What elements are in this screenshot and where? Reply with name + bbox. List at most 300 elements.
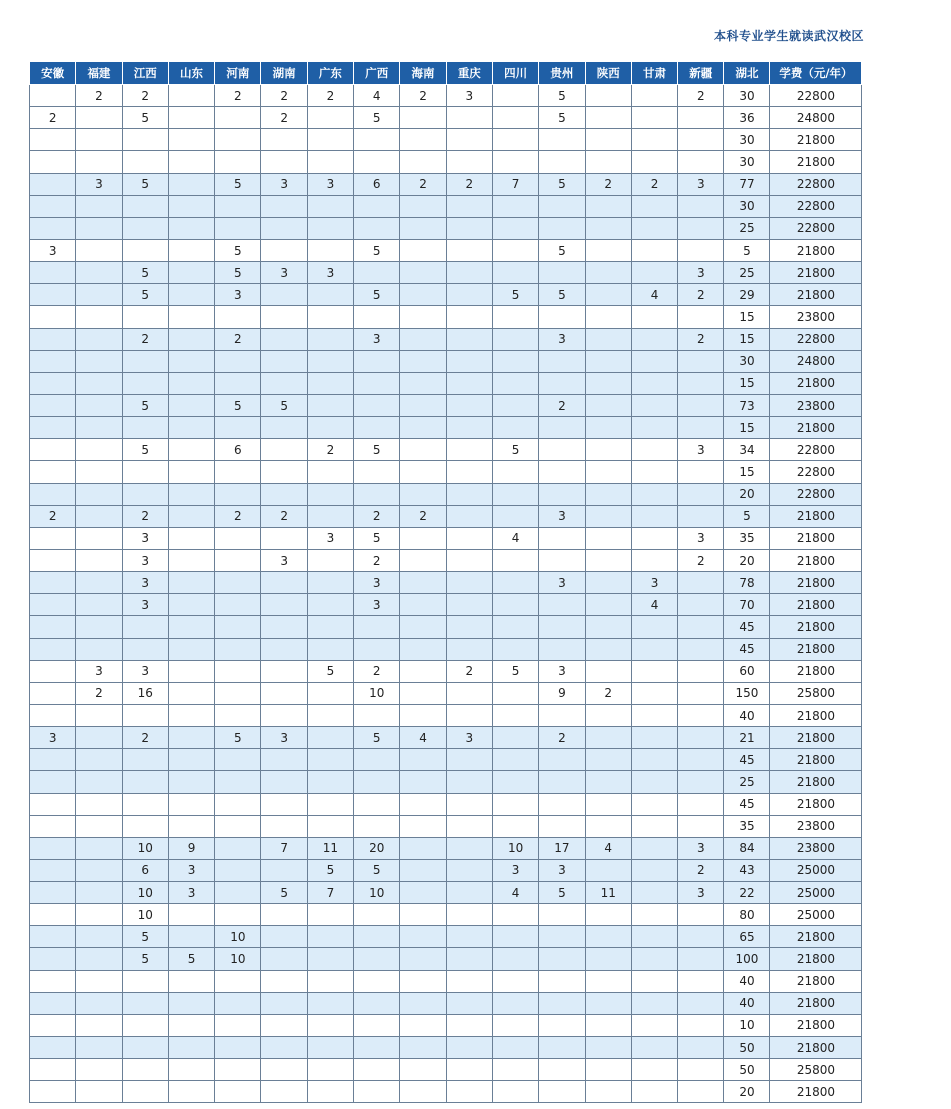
table-cell xyxy=(400,239,446,261)
table-cell xyxy=(307,970,353,992)
table-cell xyxy=(307,1037,353,1059)
table-cell xyxy=(446,859,492,881)
table-cell xyxy=(631,771,677,793)
table-cell xyxy=(168,549,214,571)
table-cell xyxy=(492,85,538,107)
table-cell xyxy=(261,328,307,350)
table-cell: 11 xyxy=(585,882,631,904)
table-cell xyxy=(122,372,168,394)
table-cell xyxy=(122,417,168,439)
table-cell xyxy=(492,948,538,970)
table-cell xyxy=(539,461,585,483)
table-cell xyxy=(585,284,631,306)
table-cell xyxy=(76,483,122,505)
table-cell xyxy=(307,749,353,771)
table-cell xyxy=(678,815,724,837)
table-cell: 5 xyxy=(492,660,538,682)
table-cell xyxy=(30,85,76,107)
table-cell xyxy=(585,394,631,416)
table-cell xyxy=(585,527,631,549)
table-cell xyxy=(678,992,724,1014)
table-cell: 3 xyxy=(122,572,168,594)
table-cell xyxy=(631,483,677,505)
table-cell xyxy=(354,970,400,992)
table-cell xyxy=(261,195,307,217)
table-cell xyxy=(446,704,492,726)
table-cell xyxy=(446,328,492,350)
table-cell: 25000 xyxy=(770,904,862,926)
table-cell xyxy=(76,239,122,261)
table-cell: 10 xyxy=(492,837,538,859)
table-cell: 30 xyxy=(724,151,770,173)
table-cell: 20 xyxy=(724,1081,770,1103)
table-cell xyxy=(492,151,538,173)
table-cell: 23800 xyxy=(770,837,862,859)
table-cell xyxy=(76,1059,122,1081)
table-cell xyxy=(492,572,538,594)
table-cell: 3 xyxy=(631,572,677,594)
table-cell xyxy=(585,417,631,439)
table-cell xyxy=(168,682,214,704)
table-cell xyxy=(492,727,538,749)
table-cell xyxy=(354,749,400,771)
table-cell xyxy=(446,948,492,970)
column-header: 陕西 xyxy=(585,62,631,85)
table-cell: 10 xyxy=(122,904,168,926)
table-cell: 15 xyxy=(724,461,770,483)
table-cell xyxy=(168,992,214,1014)
table-row xyxy=(30,129,862,151)
table-row xyxy=(30,1037,862,1059)
table-cell xyxy=(400,638,446,660)
table-cell xyxy=(492,549,538,571)
table-cell xyxy=(261,417,307,439)
table-cell xyxy=(215,904,261,926)
table-row xyxy=(30,107,862,129)
table-cell xyxy=(400,1081,446,1103)
table-cell xyxy=(30,948,76,970)
table-cell xyxy=(631,107,677,129)
table-cell xyxy=(122,771,168,793)
table-row xyxy=(30,217,862,239)
column-header: 广西 xyxy=(354,62,400,85)
table-cell: 5 xyxy=(122,439,168,461)
table-cell: 5 xyxy=(492,284,538,306)
table-cell: 21800 xyxy=(770,1037,862,1059)
table-cell xyxy=(585,1014,631,1036)
table-cell xyxy=(261,350,307,372)
table-cell xyxy=(122,195,168,217)
table-cell: 6 xyxy=(354,173,400,195)
table-cell xyxy=(539,417,585,439)
table-cell xyxy=(400,1059,446,1081)
table-cell: 3 xyxy=(307,173,353,195)
table-cell xyxy=(261,594,307,616)
table-cell: 2 xyxy=(215,85,261,107)
table-cell xyxy=(354,151,400,173)
table-cell xyxy=(446,926,492,948)
table-cell: 5 xyxy=(261,882,307,904)
table-row xyxy=(30,948,862,970)
table-cell xyxy=(30,129,76,151)
table-cell xyxy=(585,1037,631,1059)
table-cell: 21800 xyxy=(770,239,862,261)
table-row xyxy=(30,85,862,107)
table-row xyxy=(30,527,862,549)
table-cell xyxy=(215,771,261,793)
table-cell: 7 xyxy=(492,173,538,195)
table-row xyxy=(30,815,862,837)
table-cell xyxy=(307,704,353,726)
table-cell: 6 xyxy=(215,439,261,461)
table-cell xyxy=(168,1014,214,1036)
table-cell xyxy=(631,328,677,350)
table-cell: 4 xyxy=(631,594,677,616)
table-cell xyxy=(446,151,492,173)
table-cell xyxy=(492,638,538,660)
table-row xyxy=(30,328,862,350)
table-cell: 30 xyxy=(724,350,770,372)
table-cell xyxy=(261,638,307,660)
table-cell xyxy=(215,882,261,904)
table-cell xyxy=(30,682,76,704)
table-cell xyxy=(631,704,677,726)
table-cell: 3 xyxy=(678,262,724,284)
table-cell: 21800 xyxy=(770,660,862,682)
table-cell xyxy=(539,549,585,571)
table-cell xyxy=(30,926,76,948)
table-cell xyxy=(492,616,538,638)
table-cell: 2 xyxy=(400,173,446,195)
table-cell xyxy=(30,328,76,350)
table-cell: 2 xyxy=(261,505,307,527)
table-cell xyxy=(354,904,400,926)
table-cell xyxy=(30,372,76,394)
table-cell xyxy=(354,350,400,372)
table-cell: 3 xyxy=(122,594,168,616)
table-cell xyxy=(678,107,724,129)
table-cell xyxy=(30,904,76,926)
table-cell: 73 xyxy=(724,394,770,416)
table-cell xyxy=(678,749,724,771)
table-cell xyxy=(261,217,307,239)
table-cell: 3 xyxy=(539,505,585,527)
table-cell xyxy=(168,328,214,350)
table-cell xyxy=(76,704,122,726)
table-cell xyxy=(539,948,585,970)
table-cell xyxy=(354,992,400,1014)
table-cell xyxy=(631,372,677,394)
table-cell xyxy=(678,704,724,726)
table-cell xyxy=(585,948,631,970)
table-cell xyxy=(76,882,122,904)
table-cell: 3 xyxy=(678,173,724,195)
table-cell xyxy=(215,970,261,992)
table-cell xyxy=(30,461,76,483)
table-cell xyxy=(307,1081,353,1103)
table-cell: 5 xyxy=(354,439,400,461)
table-cell xyxy=(631,904,677,926)
table-cell: 25 xyxy=(724,262,770,284)
table-cell xyxy=(215,1037,261,1059)
table-cell xyxy=(631,992,677,1014)
table-cell: 2 xyxy=(446,173,492,195)
table-cell xyxy=(307,372,353,394)
table-cell xyxy=(354,926,400,948)
table-cell xyxy=(585,594,631,616)
table-cell xyxy=(539,1059,585,1081)
table-cell xyxy=(30,572,76,594)
table-cell xyxy=(446,882,492,904)
table-cell xyxy=(585,549,631,571)
table-cell xyxy=(261,527,307,549)
table-row xyxy=(30,195,862,217)
table-cell: 21800 xyxy=(770,284,862,306)
table-cell xyxy=(400,129,446,151)
table-cell xyxy=(261,859,307,881)
table-cell xyxy=(307,594,353,616)
table-cell xyxy=(446,992,492,1014)
table-cell xyxy=(122,350,168,372)
table-cell xyxy=(492,682,538,704)
table-cell: 5 xyxy=(307,660,353,682)
table-cell xyxy=(631,926,677,948)
table-cell: 2 xyxy=(30,505,76,527)
table-cell xyxy=(539,1014,585,1036)
table-cell xyxy=(446,372,492,394)
table-cell xyxy=(539,793,585,815)
table-cell xyxy=(631,1037,677,1059)
table-cell xyxy=(168,217,214,239)
table-cell xyxy=(400,195,446,217)
table-cell: 3 xyxy=(122,660,168,682)
table-cell xyxy=(76,904,122,926)
table-cell: 3 xyxy=(122,549,168,571)
table-row xyxy=(30,262,862,284)
table-cell: 23800 xyxy=(770,394,862,416)
table-cell xyxy=(215,527,261,549)
table-cell: 3 xyxy=(122,527,168,549)
table-cell: 65 xyxy=(724,926,770,948)
column-header: 贵州 xyxy=(539,62,585,85)
table-cell xyxy=(354,771,400,793)
table-cell xyxy=(539,439,585,461)
table-cell: 80 xyxy=(724,904,770,926)
table-cell xyxy=(168,793,214,815)
table-cell: 45 xyxy=(724,749,770,771)
table-cell xyxy=(122,306,168,328)
table-cell: 25000 xyxy=(770,882,862,904)
table-cell xyxy=(307,793,353,815)
column-header: 安徽 xyxy=(30,62,76,85)
table-cell xyxy=(30,217,76,239)
table-cell: 4 xyxy=(585,837,631,859)
table-row xyxy=(30,151,862,173)
table-cell xyxy=(354,217,400,239)
table-cell: 21800 xyxy=(770,372,862,394)
table-cell xyxy=(539,815,585,837)
column-header: 新疆 xyxy=(678,62,724,85)
table-row xyxy=(30,970,862,992)
table-row xyxy=(30,439,862,461)
table-cell xyxy=(631,793,677,815)
table-cell: 3 xyxy=(261,262,307,284)
table-cell xyxy=(168,926,214,948)
table-cell xyxy=(215,859,261,881)
table-cell xyxy=(400,284,446,306)
table-cell xyxy=(168,505,214,527)
table-cell xyxy=(30,350,76,372)
table-cell: 3 xyxy=(261,549,307,571)
table-cell: 2 xyxy=(585,173,631,195)
table-cell xyxy=(400,107,446,129)
table-cell: 2 xyxy=(585,682,631,704)
table-cell xyxy=(492,217,538,239)
table-cell: 30 xyxy=(724,129,770,151)
table-cell xyxy=(215,616,261,638)
table-cell: 2 xyxy=(678,284,724,306)
table-cell xyxy=(585,328,631,350)
table-cell xyxy=(539,262,585,284)
table-cell: 45 xyxy=(724,793,770,815)
table-cell: 3 xyxy=(446,727,492,749)
table-cell xyxy=(354,1037,400,1059)
table-cell xyxy=(400,549,446,571)
column-header: 山东 xyxy=(168,62,214,85)
table-cell xyxy=(215,682,261,704)
table-cell xyxy=(678,926,724,948)
table-cell xyxy=(261,306,307,328)
table-cell xyxy=(261,1014,307,1036)
table-cell xyxy=(30,970,76,992)
table-cell xyxy=(215,549,261,571)
table-cell xyxy=(354,262,400,284)
table-cell xyxy=(678,793,724,815)
table-cell xyxy=(261,771,307,793)
table-cell: 2 xyxy=(678,549,724,571)
table-cell xyxy=(492,926,538,948)
table-cell xyxy=(585,439,631,461)
table-cell xyxy=(446,1037,492,1059)
table-row xyxy=(30,859,862,881)
table-row xyxy=(30,594,862,616)
table-cell xyxy=(539,616,585,638)
column-header: 甘肃 xyxy=(631,62,677,85)
table-cell xyxy=(446,262,492,284)
table-cell xyxy=(492,107,538,129)
table-cell xyxy=(446,638,492,660)
table-cell xyxy=(678,771,724,793)
table-cell: 5 xyxy=(354,527,400,549)
table-cell xyxy=(354,815,400,837)
table-cell: 15 xyxy=(724,417,770,439)
table-cell xyxy=(261,749,307,771)
table-row xyxy=(30,239,862,261)
table-cell: 6 xyxy=(122,859,168,881)
table-cell xyxy=(446,394,492,416)
table-cell xyxy=(307,306,353,328)
table-cell xyxy=(307,549,353,571)
table-cell xyxy=(585,129,631,151)
table-cell xyxy=(492,239,538,261)
table-cell xyxy=(585,572,631,594)
table-cell xyxy=(400,572,446,594)
table-cell xyxy=(168,461,214,483)
table-cell xyxy=(261,1037,307,1059)
table-cell: 25800 xyxy=(770,682,862,704)
table-cell: 36 xyxy=(724,107,770,129)
table-cell xyxy=(678,727,724,749)
table-cell xyxy=(400,439,446,461)
column-header: 海南 xyxy=(400,62,446,85)
table-cell xyxy=(585,926,631,948)
table-cell: 15 xyxy=(724,372,770,394)
table-cell: 21800 xyxy=(770,638,862,660)
table-cell xyxy=(261,483,307,505)
table-cell xyxy=(261,815,307,837)
table-row xyxy=(30,461,862,483)
table-cell xyxy=(76,350,122,372)
table-cell xyxy=(446,217,492,239)
table-cell xyxy=(168,306,214,328)
table-cell: 21800 xyxy=(770,417,862,439)
table-cell xyxy=(678,1037,724,1059)
table-row xyxy=(30,638,862,660)
table-cell xyxy=(585,859,631,881)
table-cell xyxy=(168,372,214,394)
table-cell xyxy=(585,505,631,527)
table-cell xyxy=(539,992,585,1014)
table-cell xyxy=(168,439,214,461)
table-cell xyxy=(678,1014,724,1036)
table-cell xyxy=(122,638,168,660)
table-cell xyxy=(76,262,122,284)
table-cell xyxy=(168,350,214,372)
table-cell xyxy=(492,483,538,505)
table-cell xyxy=(354,306,400,328)
table-cell: 3 xyxy=(30,239,76,261)
table-cell xyxy=(76,1014,122,1036)
table-cell xyxy=(446,904,492,926)
table-cell xyxy=(631,682,677,704)
table-cell xyxy=(261,682,307,704)
table-cell xyxy=(76,616,122,638)
table-cell: 2 xyxy=(122,505,168,527)
table-cell xyxy=(446,1059,492,1081)
table-cell xyxy=(539,970,585,992)
table-cell xyxy=(261,616,307,638)
table-cell: 3 xyxy=(446,85,492,107)
table-cell xyxy=(492,793,538,815)
table-cell xyxy=(30,749,76,771)
table-cell: 5 xyxy=(215,727,261,749)
table-cell xyxy=(354,704,400,726)
table-cell xyxy=(168,594,214,616)
table-cell: 3 xyxy=(539,859,585,881)
table-cell: 22800 xyxy=(770,195,862,217)
table-cell xyxy=(76,439,122,461)
table-cell xyxy=(585,85,631,107)
table-cell xyxy=(261,572,307,594)
table-cell xyxy=(261,439,307,461)
table-header xyxy=(30,62,862,85)
table-cell xyxy=(307,505,353,527)
enrollment-table xyxy=(29,61,862,1103)
table-cell: 5 xyxy=(539,284,585,306)
table-cell xyxy=(585,372,631,394)
table-cell xyxy=(215,572,261,594)
table-cell: 10 xyxy=(122,837,168,859)
